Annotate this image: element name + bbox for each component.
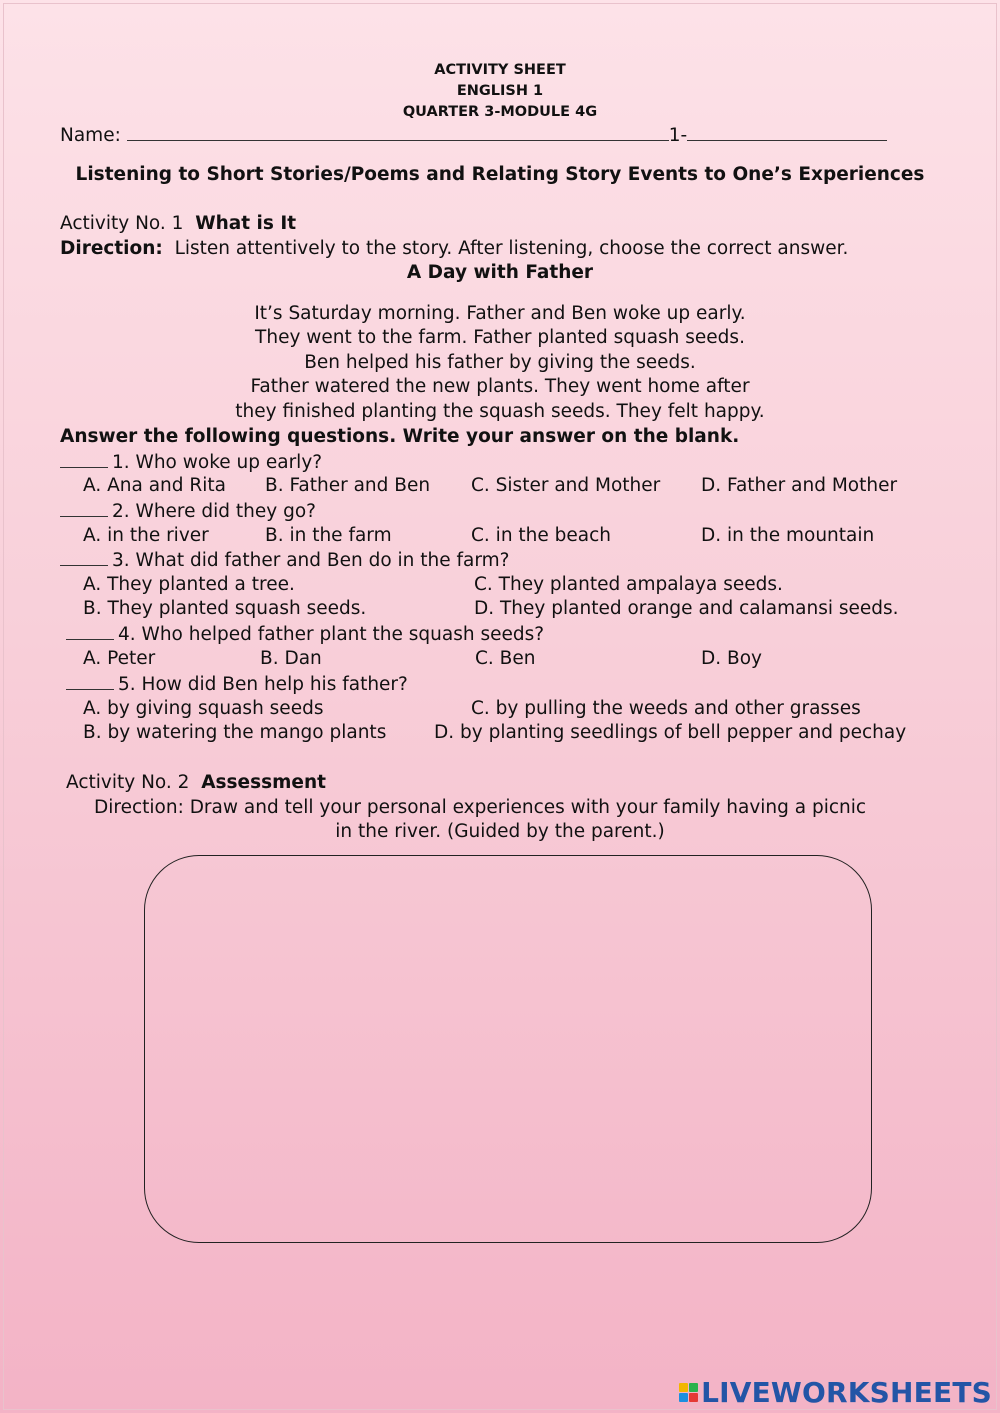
choice: C. They planted ampalaya seeds. xyxy=(474,574,783,595)
choice: C. in the beach xyxy=(471,525,612,546)
choice: C. Sister and Mother xyxy=(471,475,661,496)
question-text: 4. Who helped father plant the squash seeds? xyxy=(118,624,545,645)
header-activity-sheet: ACTIVITY SHEET xyxy=(434,62,566,78)
section-label: 1- xyxy=(668,125,688,146)
answer-blank-1[interactable] xyxy=(60,451,108,468)
name-row xyxy=(60,124,887,146)
activity2-heading xyxy=(66,772,326,793)
direction-text: Listen attentively to the story. After listening, choose the correct answer. xyxy=(174,238,849,259)
question-text: 5. How did Ben help his father? xyxy=(118,674,408,695)
choice: D. in the mountain xyxy=(701,525,875,546)
activity1-heading xyxy=(60,213,296,234)
choice: D. Boy xyxy=(701,648,762,669)
answer-blank-5[interactable] xyxy=(66,673,114,690)
direction-label: Direction: xyxy=(60,238,163,259)
choice: B. by watering the mango plants xyxy=(83,722,387,743)
activity2-title: Assessment xyxy=(201,772,326,793)
name-blank[interactable] xyxy=(127,124,669,141)
question-text: 3. What did father and Ben do in the farm? xyxy=(112,550,510,571)
name-label: Name: xyxy=(60,125,121,146)
answer-blank-2[interactable] xyxy=(60,500,108,517)
activity1-direction xyxy=(60,238,848,259)
lesson-title: Listening to Short Stories/Poems and Relating Story Events to One’s Experiences xyxy=(75,164,925,185)
story-line: Ben helped his father by giving the seeds. xyxy=(304,352,696,373)
logo-text: LIVEWORKSHEETS xyxy=(701,1375,992,1409)
choice: A. They planted a tree. xyxy=(83,574,295,595)
choice: A. by giving squash seeds xyxy=(83,698,324,719)
question-text: 1. Who woke up early? xyxy=(112,452,323,473)
question-4 xyxy=(66,623,544,645)
question-1 xyxy=(60,451,322,473)
story-line: Father watered the new plants. They went home after xyxy=(250,376,750,397)
story-line: they finished planting the squash seeds. They felt happy. xyxy=(235,401,765,422)
choice: D. They planted orange and calamansi seeds. xyxy=(474,598,899,619)
header-subject: ENGLISH 1 xyxy=(456,83,544,99)
activity1-title: What is It xyxy=(195,213,297,234)
logo-mark-square xyxy=(689,1383,698,1392)
question-5 xyxy=(66,673,408,695)
story-line: It’s Saturday morning. Father and Ben woke up early. xyxy=(254,303,746,324)
choice: B. They planted squash seeds. xyxy=(83,598,367,619)
activity2-label: Activity No. 2 xyxy=(66,772,190,793)
story-line: They went to the farm. Father planted squash seeds. xyxy=(255,327,745,348)
choice: A. Ana and Rita xyxy=(83,475,226,496)
activity2-direction: Direction: Draw and tell your personal experiences with your family having a picnic xyxy=(94,797,867,818)
answer-instructions: Answer the following questions. Write your answer on the blank. xyxy=(60,426,740,447)
answer-blank-4[interactable] xyxy=(66,623,114,640)
answer-blank-3[interactable] xyxy=(60,549,108,566)
question-3 xyxy=(60,549,510,571)
drawing-box[interactable] xyxy=(144,855,872,1243)
choice: A. in the river xyxy=(83,525,209,546)
choice: B. Father and Ben xyxy=(265,475,431,496)
choice: C. Ben xyxy=(475,648,536,669)
logo-mark-square xyxy=(689,1393,698,1402)
choice: A. Peter xyxy=(83,648,156,669)
choice: D. Father and Mother xyxy=(701,475,898,496)
header-quarter: QUARTER 3-MODULE 4G xyxy=(402,104,598,120)
choice: B. in the farm xyxy=(265,525,392,546)
activity2-direction-cont: in the river. (Guided by the parent.) xyxy=(335,821,665,842)
choice: B. Dan xyxy=(260,648,322,669)
liveworksheets-mark-icon xyxy=(679,1383,698,1402)
logo-mark-square xyxy=(679,1383,688,1392)
activity1-label: Activity No. 1 xyxy=(60,213,184,234)
section-blank[interactable] xyxy=(687,124,887,141)
choice: D. by planting seedlings of bell pepper and pechay xyxy=(434,722,907,743)
story-title: A Day with Father xyxy=(406,262,594,283)
question-text: 2. Where did they go? xyxy=(112,501,316,522)
logo-mark-square xyxy=(679,1393,688,1402)
liveworksheets-logo xyxy=(679,1377,992,1407)
question-2 xyxy=(60,500,316,522)
choice: C. by pulling the weeds and other grasses xyxy=(471,698,861,719)
